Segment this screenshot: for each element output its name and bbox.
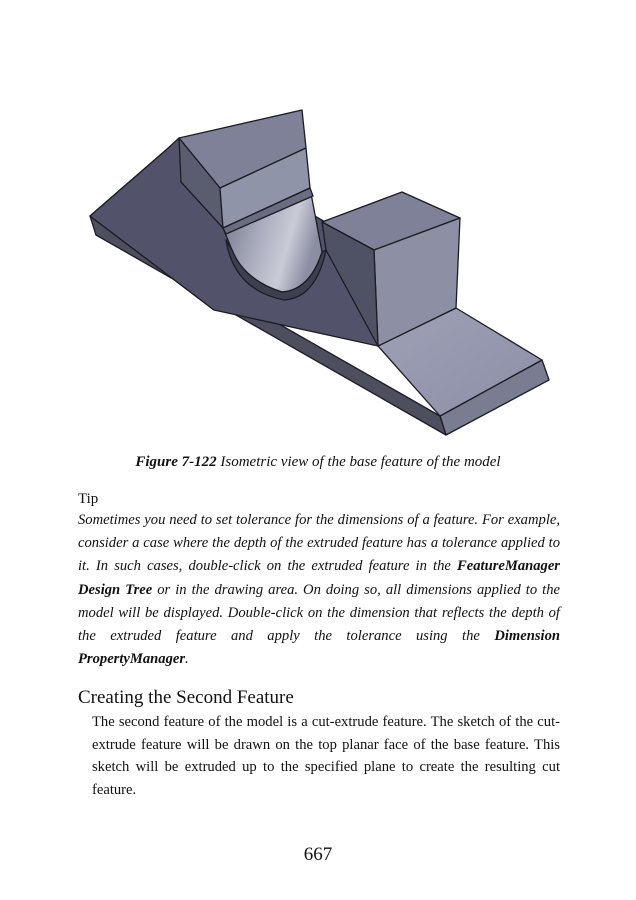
- section-body: The second feature of the model is a cut-extrude feature. The sketch of the cut-extrude feature will be drawn on the top planar face of the base feature. This sketch will be extruded up to the specified plane to create the resulting cut feature.: [92, 714, 560, 798]
- section-heading: Creating the Second Feature: [78, 687, 294, 708]
- page-number: 667: [303, 844, 333, 865]
- tip-text-2: or in the drawing area. On doing so, all dimensions applied to the model will be displayed. Double-click on the dimension that reflects the depth of the extruded feature and apply the tolerance using the: [78, 581, 560, 645]
- tip-heading: Tip: [78, 491, 99, 507]
- tip-bold-dimension-property-manager: Dimension PropertyManager: [78, 628, 560, 668]
- figure-label: Figure 7-122: [135, 454, 217, 470]
- tip-body: [78, 509, 560, 671]
- tip-text-3: .: [185, 651, 189, 668]
- tip-text-1: Sometimes you need to set tolerance for the dimensions of a feature. For example, consider a case where the depth of the extruded feature has a tolerance applied to it. In such cases, double-click on the extruded feature in the: [78, 512, 560, 575]
- figure-caption: [0, 452, 636, 472]
- figure-isometric-model: [84, 100, 554, 445]
- model-illustration: [84, 100, 554, 445]
- tip-bold-feature-manager: FeatureManager Design Tree: [78, 558, 560, 598]
- figure-caption-text: Isometric view of the base feature of the model: [216, 454, 501, 470]
